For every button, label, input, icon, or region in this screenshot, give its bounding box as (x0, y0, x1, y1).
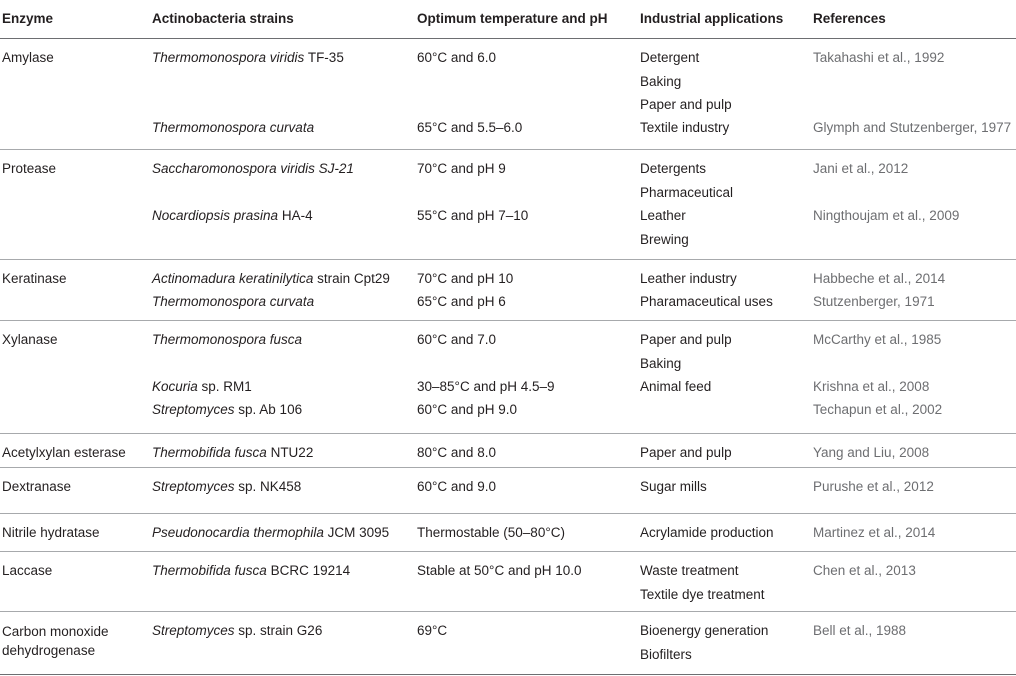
enzyme-name (2, 559, 52, 583)
enzyme-group (0, 433, 1016, 468)
enzyme-group (0, 513, 1016, 552)
reference-cell: Ningthoujam et al., 2009 (813, 208, 960, 223)
reference-cell: Takahashi et al., 1992 (813, 50, 945, 65)
condition-cell: 55°C and pH 7–10 (417, 208, 529, 223)
enzyme-name-line: Acetylxylan esterase (2, 445, 126, 460)
reference-cell: Techapun et al., 2002 (813, 402, 943, 417)
reference-cell: Purushe et al., 2012 (813, 479, 934, 494)
reference-cell: Yang and Liu, 2008 (813, 445, 930, 460)
reference-cell: Martinez et al., 2014 (813, 525, 936, 540)
condition-cell: 80°C and 8.0 (417, 445, 496, 460)
reference-cell: Stutzenberger, 1971 (813, 294, 935, 309)
reference-cell: Krishna et al., 2008 (813, 379, 930, 394)
applications-cell (640, 375, 711, 399)
applications-cell (640, 46, 732, 117)
applications-cell (640, 267, 737, 291)
enzyme-group (0, 611, 1016, 675)
enzyme-name-line: Xylanase (2, 332, 58, 347)
strain-name-italic: Thermobifida fusca (152, 563, 267, 578)
application-item: Bioenergy generation (640, 623, 769, 638)
enzyme-name-line: Carbon monoxide (2, 624, 109, 639)
enzyme-name-line: dehydrogenase (2, 643, 96, 658)
strain-name-italic: Nocardiopsis prasina (152, 208, 279, 223)
applications-cell (640, 157, 733, 204)
application-item: Acrylamide production (640, 525, 774, 540)
condition-cell: Thermostable (50–80°C) (417, 525, 565, 540)
applications-cell (640, 619, 768, 666)
enzyme-name-line: Dextranase (2, 479, 72, 494)
condition-cell: 60°C and 6.0 (417, 50, 496, 65)
strain-cell (152, 290, 314, 314)
strain-name-italic: Thermomonospora curvata (152, 294, 315, 309)
enzyme-group (0, 149, 1016, 260)
header-references: References (813, 11, 886, 26)
header-enzyme: Enzyme (2, 11, 54, 26)
applications-cell (640, 116, 729, 140)
strain-suffix: sp. NK458 (234, 479, 302, 494)
enzyme-group (0, 551, 1016, 612)
enzyme-group (0, 38, 1016, 150)
application-item: Paper and pulp (640, 332, 732, 347)
strain-suffix: sp. strain G26 (234, 623, 323, 638)
strain-cell (152, 521, 389, 545)
strain-name-italic: Streptomyces (152, 402, 235, 417)
strain-name-italic: Saccharomonospora viridis SJ-21 (152, 161, 354, 176)
header-applications: Industrial applications (640, 11, 784, 26)
condition-cell: 65°C and 5.5–6.0 (417, 120, 523, 135)
enzyme-name-line: Keratinase (2, 271, 67, 286)
condition-cell: 70°C and pH 10 (417, 271, 514, 286)
applications-cell (640, 328, 732, 375)
strain-name-italic: Pseudonocardia thermophila (152, 525, 324, 540)
applications-cell (640, 290, 773, 314)
strain-cell (152, 441, 313, 465)
condition-cell: 65°C and pH 6 (417, 294, 506, 309)
application-item: Waste treatment (640, 563, 739, 578)
table-header (0, 0, 1016, 39)
strain-cell (152, 559, 350, 583)
strain-cell (152, 619, 322, 643)
reference-cell: Bell et al., 1988 (813, 623, 907, 638)
condition-cell: 30–85°C and pH 4.5–9 (417, 379, 555, 394)
enzyme-group (0, 320, 1016, 434)
enzyme-name-line: Protease (2, 161, 57, 176)
application-item: Baking (640, 355, 682, 371)
strain-suffix: sp. Ab 106 (234, 402, 303, 417)
reference-cell: Habbeche et al., 2014 (813, 271, 946, 286)
enzyme-name-line: Amylase (2, 50, 54, 65)
strain-name-italic: Thermomonospora fusca (152, 332, 303, 347)
strain-cell (152, 475, 301, 499)
condition-cell: 60°C and 9.0 (417, 479, 496, 494)
strain-name-italic: Thermomonospora viridis (152, 50, 305, 65)
enzyme-group (0, 467, 1016, 514)
applications-cell (640, 441, 732, 465)
application-item: Pharamaceutical uses (640, 294, 773, 309)
condition-cell: 60°C and 7.0 (417, 332, 496, 347)
strain-name-italic: Kocuria (152, 379, 198, 394)
strain-name-italic: Thermomonospora curvata (152, 120, 315, 135)
enzyme-group (0, 259, 1016, 321)
application-item: Detergents (640, 161, 707, 176)
application-item: Textile industry (640, 120, 730, 135)
enzyme-name (2, 157, 56, 181)
strain-suffix: sp. RM1 (197, 379, 252, 394)
condition-cell: 70°C and pH 9 (417, 161, 506, 176)
application-item: Paper and pulp (640, 445, 732, 460)
enzyme-name (2, 521, 100, 545)
application-item: Sugar mills (640, 479, 707, 494)
strain-suffix: TF-35 (304, 50, 344, 65)
condition-cell: Stable at 50°C and pH 10.0 (417, 563, 582, 578)
strain-name-italic: Streptomyces (152, 623, 235, 638)
application-item: Animal feed (640, 379, 712, 394)
strain-cell (152, 204, 313, 228)
application-item: Baking (640, 73, 682, 89)
applications-cell (640, 204, 689, 251)
strain-cell (152, 375, 252, 399)
application-item: Brewing (640, 231, 689, 247)
applications-cell (640, 559, 765, 606)
enzyme-name-line: Laccase (2, 563, 53, 578)
strain-cell (152, 328, 302, 352)
application-item: Leather industry (640, 271, 737, 286)
strain-suffix: strain Cpt29 (313, 271, 390, 286)
application-item: Biofilters (640, 646, 692, 662)
reference-cell: McCarthy et al., 1985 (813, 332, 942, 347)
strain-name-italic: Thermobifida fusca (152, 445, 267, 460)
strain-suffix: NTU22 (266, 445, 314, 460)
application-item: Pharmaceutical (640, 184, 734, 200)
reference-cell: Chen et al., 2013 (813, 563, 916, 578)
strain-name-italic: Actinomadura keratinilytica (152, 271, 314, 286)
reference-cell: Glymph and Stutzenberger, 1977 (813, 120, 1012, 135)
header-strain: Actinobacteria strains (152, 11, 294, 26)
application-item: Textile dye treatment (640, 586, 765, 602)
strain-cell (152, 267, 390, 291)
enzyme-name (2, 267, 67, 291)
application-item: Detergent (640, 50, 700, 65)
strain-cell (152, 398, 302, 422)
applications-cell (640, 521, 774, 545)
enzyme-name (2, 475, 71, 499)
application-item: Paper and pulp (640, 97, 732, 112)
enzyme-name-line: Nitrile hydratase (2, 525, 100, 540)
condition-cell: 60°C and pH 9.0 (417, 402, 517, 417)
strain-cell (152, 46, 344, 70)
condition-cell: 69°C (417, 623, 448, 638)
strain-suffix: JCM 3095 (323, 525, 390, 540)
strain-cell (152, 116, 314, 140)
application-item: Leather (640, 208, 686, 223)
header-conditions: Optimum temperature and pH (417, 11, 608, 26)
enzyme-name (2, 46, 54, 70)
enzyme-name (2, 622, 109, 660)
reference-cell: Jani et al., 2012 (813, 161, 909, 176)
strain-suffix: BCRC 19214 (266, 563, 351, 578)
enzyme-name (2, 441, 126, 465)
applications-cell (640, 475, 707, 499)
enzyme-name (2, 328, 58, 352)
strain-name-italic: Streptomyces (152, 479, 235, 494)
strain-suffix: HA-4 (278, 208, 313, 223)
strain-cell (152, 157, 354, 181)
